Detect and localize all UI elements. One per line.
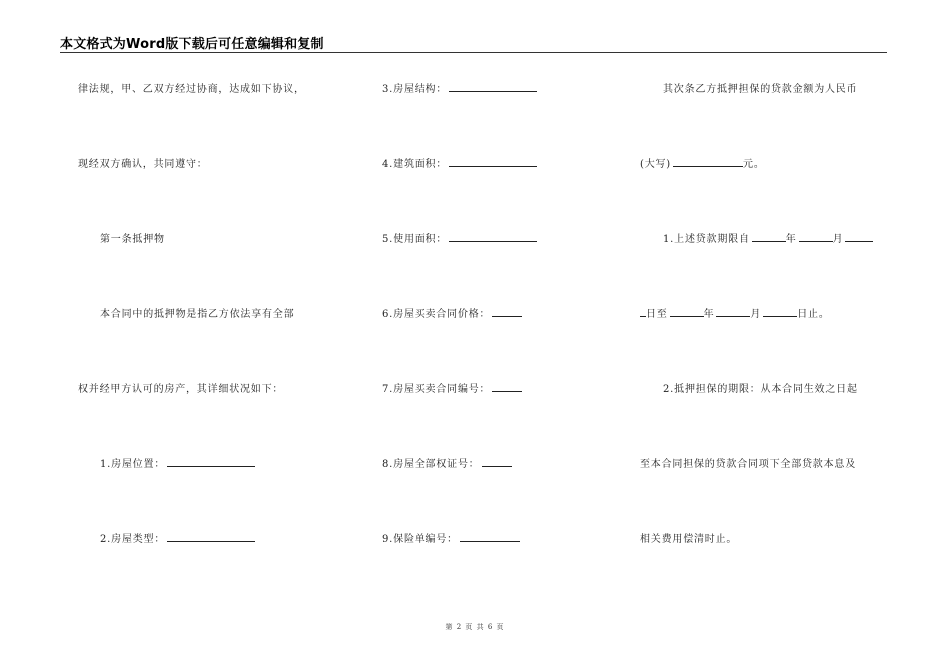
form-line-type	[100, 530, 255, 545]
form-line-usable-area	[382, 230, 537, 245]
form-line-structure	[382, 80, 537, 95]
fill-blank	[449, 81, 537, 92]
fill-blank	[673, 156, 743, 167]
field-unit: 年	[703, 309, 715, 320]
form-line-insurance-no	[382, 530, 520, 545]
field-label: 3.房屋结构：	[382, 84, 448, 95]
form-line-building-area	[382, 155, 537, 170]
form-line-amount	[640, 155, 765, 170]
field-unit: 月	[750, 309, 762, 320]
fill-blank	[845, 231, 873, 242]
fill-blank	[492, 381, 522, 392]
page-number: 第 2 页 共 6 页	[445, 623, 505, 631]
fill-blank	[492, 306, 522, 317]
field-label: 6.房屋买卖合同价格：	[382, 309, 491, 320]
form-line-price	[382, 305, 522, 320]
form-line-loan-period-end	[640, 305, 830, 320]
text-line: 相关费用偿清时止。	[640, 534, 738, 545]
text-line: 现经双方确认，共同遵守：	[78, 159, 208, 170]
header-title: 本文格式为Word版下载后可任意编辑和复制	[60, 37, 324, 52]
text-line: 权并经甲方认可的房产，其详细状况如下：	[78, 384, 284, 395]
form-line-location	[100, 455, 255, 470]
field-label: 7.房屋买卖合同编号：	[382, 384, 491, 395]
text-line: 律法规，甲、乙双方经过协商，达成如下协议，	[78, 84, 305, 95]
fill-blank	[167, 456, 255, 467]
section-heading: 第一条抵押物	[100, 234, 165, 245]
text-line: 2.抵押担保的期限：从本合同生效之日起	[663, 384, 858, 395]
text-line: 其次条乙方抵押担保的贷款金额为人民币	[663, 84, 858, 95]
form-line-ownership-cert	[382, 455, 512, 470]
page-header	[60, 32, 887, 53]
field-label: 日至	[646, 309, 668, 320]
field-label: (大写)	[640, 159, 672, 170]
text-line: 至本合同担保的贷款合同项下全部贷款本息及	[640, 459, 856, 470]
fill-blank	[716, 306, 750, 317]
fill-blank	[670, 306, 704, 317]
field-unit: 年	[785, 234, 797, 245]
field-label: 9.保险单编号：	[382, 534, 458, 545]
fill-blank	[752, 231, 786, 242]
fill-blank	[449, 156, 537, 167]
fill-blank	[167, 531, 255, 542]
field-label: 8.房屋全部权证号：	[382, 459, 480, 470]
fill-blank	[460, 531, 520, 542]
field-label: 2.房屋类型：	[100, 534, 166, 545]
text-line: 本合同中的抵押物是指乙方依法享有全部	[100, 309, 295, 320]
fill-blank	[482, 456, 512, 467]
field-unit: 月	[832, 234, 844, 245]
field-suffix: 元。	[743, 159, 765, 170]
form-line-loan-period	[663, 230, 873, 245]
fill-blank	[763, 306, 797, 317]
fill-blank	[799, 231, 833, 242]
field-label: 5.使用面积：	[382, 234, 448, 245]
field-suffix: 日止。	[797, 309, 830, 320]
fill-blank	[449, 231, 537, 242]
field-label: 4.建筑面积：	[382, 159, 448, 170]
field-label: 1.房屋位置：	[100, 459, 166, 470]
field-label: 1.上述贷款期限自	[663, 234, 750, 245]
form-line-contract-no	[382, 380, 522, 395]
